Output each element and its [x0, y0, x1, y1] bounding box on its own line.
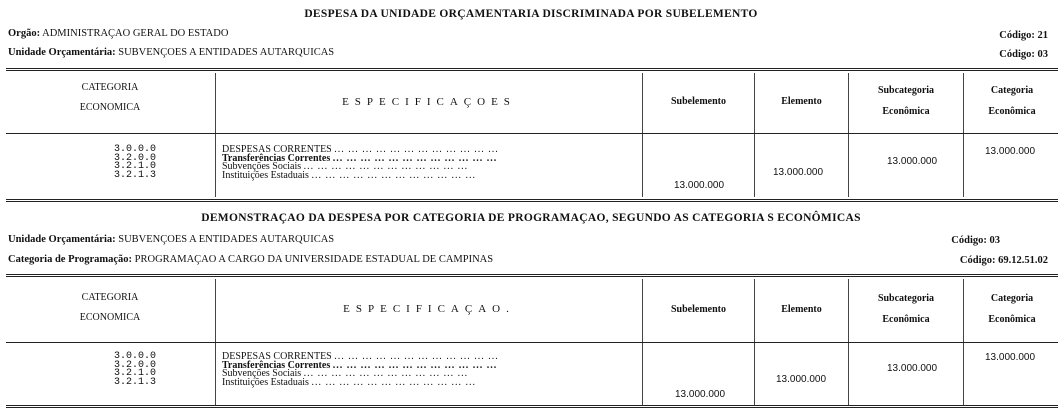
unidade-code-value: 03: [1037, 49, 1048, 60]
unidade2-label: Unidade Orçamentária:: [8, 234, 116, 245]
table-row: 3.2.1.3: [113, 169, 156, 181]
unidade-label: Unidade Orçamentária:: [8, 47, 116, 58]
programacao-code-value: 69.12.51.02: [998, 255, 1048, 266]
programacao-label: Categoria de Programação:: [8, 254, 133, 265]
list-item: Subvenções Sociais ... ... ... ... ... ... ... ... ... ... ... ...: [222, 368, 469, 379]
table1-subelemento-value: 13.000.000: [674, 180, 725, 191]
unidade2-code: [951, 235, 1000, 246]
table1-elemento-value: 13.000.000: [773, 167, 824, 178]
table1-descriptions: [222, 146, 499, 180]
table2-header-subelemento: Subelemento: [671, 304, 726, 315]
list-item: Transferências Correntes ... ... ... ... ... ... ... ... ... ... ... ...: [222, 152, 498, 164]
table2-top-rule: [6, 274, 1058, 277]
table-row: 3.2.1.0: [113, 161, 156, 172]
orgao-code-label: Código:: [999, 30, 1035, 41]
table1-header-subelemento: Subelemento: [671, 96, 726, 107]
orgao-label: Orgão:: [8, 28, 41, 39]
orgao-code-value: 21: [1037, 30, 1048, 41]
orgao-code: [999, 30, 1048, 41]
section1-title: DESPESA DA UNIDADE ORÇAMENTARIA DISCRIMINADA POR SUBELEMENTO: [304, 8, 758, 20]
table2-categoria-value: 13.000.000: [985, 352, 1036, 363]
table1-top-rule: [6, 68, 1058, 71]
section2-title: DEMONSTRAÇAO DA DESPESA POR CATEGORIA DE PROGRAMAÇAO, SEGUNDO AS CATEGORIA S ECONÔMICAS: [201, 212, 861, 224]
table2-header-categoria: Categoria Econômica: [988, 293, 1036, 325]
programacao-line: [8, 254, 493, 265]
table2-subcategoria-value: 13.000.000: [887, 363, 938, 374]
unidade-line: [8, 47, 334, 58]
table2-codes: [96, 353, 156, 387]
table1-header-rule: [6, 133, 1058, 134]
table1-codes: [96, 146, 156, 180]
table2-descriptions: [222, 353, 499, 387]
table1-header-categoria-economica: CATEGORIA ECONOMICA: [79, 82, 141, 113]
table2-header-categoria-economica: CATEGORIA ECONOMICA: [79, 292, 141, 323]
table2-header-elemento: Elemento: [781, 304, 822, 315]
table2-bottom-rule: [6, 405, 1058, 408]
table2-header-rule: [6, 342, 1058, 343]
table-row: 3.2.1.3: [113, 376, 156, 388]
table2-subelemento-value: 13.000.000: [675, 389, 726, 400]
list-item: Subvenções Sociais ... ... ... ... ... ... ... ... ... ... ... ...: [222, 161, 469, 172]
list-item: Instituições Estaduais ... ... ... ... ... ... ... ... ... ... ... ...: [222, 169, 476, 181]
unidade2-line: [8, 234, 334, 245]
programacao-code: [960, 255, 1048, 266]
unidade-code: [999, 49, 1048, 60]
unidade2-value: SUBVENÇOES A ENTIDADES AUTARQUICAS: [118, 234, 335, 245]
list-item: Transferências Correntes ... ... ... ... ... ... ... ... ... ... ... ...: [222, 359, 498, 371]
table2-header-especificacao: ESPECIFICAÇAO.: [343, 303, 515, 315]
unidade2-code-label: Código:: [951, 235, 987, 246]
table1-header-categoria: Categoria Econômica: [988, 85, 1036, 117]
unidade-value: SUBVENÇOES A ENTIDADES AUTARQUICAS: [118, 47, 335, 58]
unidade2-code-value: 03: [989, 235, 1000, 246]
list-item: DESPESAS CORRENTES ... ... ... ... ... ... ... ... ... ... ... ...: [222, 144, 499, 155]
table-row: 3.2.0.0: [113, 359, 156, 371]
table1-bottom-rule: [6, 199, 1058, 202]
programacao-code-label: Código:: [959, 255, 996, 266]
table1-divider: [215, 73, 216, 197]
orgao-line: [8, 28, 228, 39]
orgao-value: ADMINISTRAÇAO GERAL DO ESTADO: [42, 28, 229, 39]
list-item: DESPESAS CORRENTES ... ... ... ... ... ... ... ... ... ... ... ...: [222, 351, 499, 362]
unidade-code-label: Código:: [999, 49, 1035, 60]
table-row: 3.0.0.0: [113, 144, 156, 155]
table-row: 3.0.0.0: [113, 351, 156, 362]
table1-header-elemento: Elemento: [781, 96, 822, 107]
table1-subcategoria-value: 13.000.000: [887, 156, 938, 167]
table1-header-subcategoria: Subcategoria Econômica: [877, 85, 935, 117]
table-row: 3.2.1.0: [113, 368, 156, 379]
table2-header-subcategoria: Subcategoria Econômica: [877, 293, 935, 325]
table1-header-especificacoes: ESPECIFICAÇOES: [342, 96, 516, 108]
list-item: Instituições Estaduais ... ... ... ... ... ... ... ... ... ... ... ...: [222, 376, 476, 388]
table2-elemento-value: 13.000.000: [776, 374, 827, 385]
table1-categoria-value: 13.000.000: [985, 146, 1036, 157]
table-row: 3.2.0.0: [113, 152, 156, 164]
programacao-value: PROGRAMAÇAO A CARGO DA UNIVERSIDADE ESTADUAL DE CAMPINAS: [134, 254, 494, 265]
